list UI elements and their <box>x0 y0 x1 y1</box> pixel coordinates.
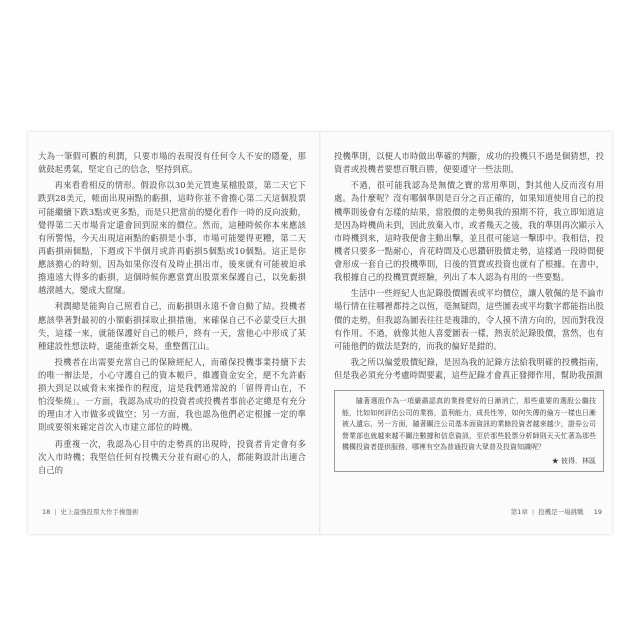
footer-spacer <box>588 508 590 516</box>
book-gutter <box>319 132 321 534</box>
chapter-label: 第1章 <box>510 508 528 516</box>
page-number: 18 <box>42 508 51 516</box>
left-page-footer <box>42 507 138 516</box>
chapter-title: 投機是一場挑戰 <box>538 508 584 516</box>
left-page <box>38 150 306 522</box>
paragraph: 投機者在出需要充當自己的保險經紀人，而確保投機事業持續下去的唯一辦法是，小心守護自己的資本帳戶，維護資金安全，絕不允許虧損大到足以威脅未來操作的程度，這是我們通常說的「留得青山在，不怕沒柴燒」。一方面，我認為成功的投資者或投機者事前必定總是有充分的理由才入市做多或做空；另一方面，我也認為他們必定根據一定的準則或要領來確定首次入市建立部位的時機。 <box>38 356 306 433</box>
paragraph: 不過，很可能我認為是無價之寶的常用準則，對其他人反而沒有用處。為什麼呢？沒有哪個準則是百分之百正確的，如果知道使用自己的投機準則後會有怎樣的結果，當股價的走勢與我的預期不符，我立即知道這是因為時機尚未到，因此放棄入市，或者幾天之後，我的準則再次顯示入市時機到來，這時我便會主動出擊，並且很可能這一擊即中。我相信，投機者只要多一點耐心，肯花時間及心思鑽研股價走勢，這樣過一段時間便會形成一套自己的投機準則，日後的買賣或投資也就有了根據。在書中，我根據自己的投機買賣經驗，列出了本人認為有用的一些要點。 <box>334 180 604 283</box>
right-page-body <box>334 150 604 382</box>
paragraph: 利潤總是能夠自己照看自己，而虧損則永遠不會自動了結。投機者應該學著對最初的小額虧損採取止損措施，來確保自己不必蒙受巨大損失，這樣一來，就能保護好自己的帳戶，終有一天，當他心中形成了某種建設性想法時，還能重新交易，重整舊江山。 <box>38 301 306 351</box>
book-title: 史上最強投票大作手操盤術 <box>60 508 139 516</box>
paragraph: 投機準則，以便人市時做出準確的判斷，成功的投機只不過是個猜想，投資者或投機者要想百戰百勝，便要遵守一些法則。 <box>334 151 604 175</box>
footer-separator: | <box>531 508 535 516</box>
paragraph: 我之所以偏愛股價紀錄，是因為我的記錄方法給我明確的投機指南，但是我必須充分考慮時間要素，這些記錄才會真正發揮作用，幫助我預測 <box>334 356 604 381</box>
quote-attribution: ★ 彼得．林區 <box>551 456 596 465</box>
book-spread <box>28 132 612 534</box>
paragraph: 再來看看相反的情形。假設你以30美元買進某檔股票，第二天它下跌到28美元，帳面出現兩點的虧損，這時你並不會擔心第二天這個股票可能繼續下跌3點或更多點，而是只把當前的變化看作一時的反向波動，覺得第二天市場肯定還會回到原來的價位。然而，這種時候你本來應該有所警惕，今天出現這兩點的虧損是小事，市場可能變得更糟，第二天再虧損兩個點，下週或下半個月或許再虧損5個點或10個點。這正是你應該擔心的時刻，因為如果你沒有及時止損出市，後來就有可能被迫承擔遠遠大得多的虧損，這個時候你應當賣出股票來保護自己，以免虧損越滾越大，變成大窟窿。 <box>38 180 306 296</box>
quote-box <box>334 390 604 472</box>
right-page-footer <box>511 507 602 516</box>
paragraph: 再重複一次，我認為心目中的走勢真的出現時，投資者肯定會有多次入市時機；我堅信任何有投機天分並有耐心的人，都能夠設計出適合自己的 <box>38 438 306 475</box>
paragraph: 生活中一些經紀人也記錄股價圖表或平均價位，讓人敬佩的是不論市場行情在往哪裡都持之以恆，毫無疑問，這些圖表或平均數字都能指出股價的走勢，但我認為圖表往往是複雜的，令人摸不清方向的，因而對我沒有作用。不過，就像其他人喜愛圖表一樣，熱衷於記錄股價，當然，也有可能他們的做法是對的，而我的偏好是錯的。 <box>334 288 604 351</box>
paragraph: 大為一筆假可觀的利潤，只要市場的表現沒有任何令人不安的隱憂，那就鼓起勇氣，堅定自己的信念，堅持到底。 <box>38 151 306 175</box>
left-page-body <box>38 150 306 477</box>
right-page <box>334 150 604 522</box>
footer-separator: | <box>54 508 57 516</box>
quote-text: 隨著選股作為一項嚴肅認真的業務愛好的日漸消亡，那些重要的選股公繼技能，比如如何評估公司的業務，盈利能力，成長性等，如何失傳的倫方一樣也日漸被人遺忘，另一方面，隨著關注公司基本面資訊的業餘投資者越來越少，證券公司營業部也就越來越不關注數據和信息資訊，至於那些股票分析師則天天忙著為那些機構投資者提供服務，哪裡有空為普通投資大眾普及投資知識呢？ <box>342 397 596 452</box>
page-number: 19 <box>593 508 602 516</box>
